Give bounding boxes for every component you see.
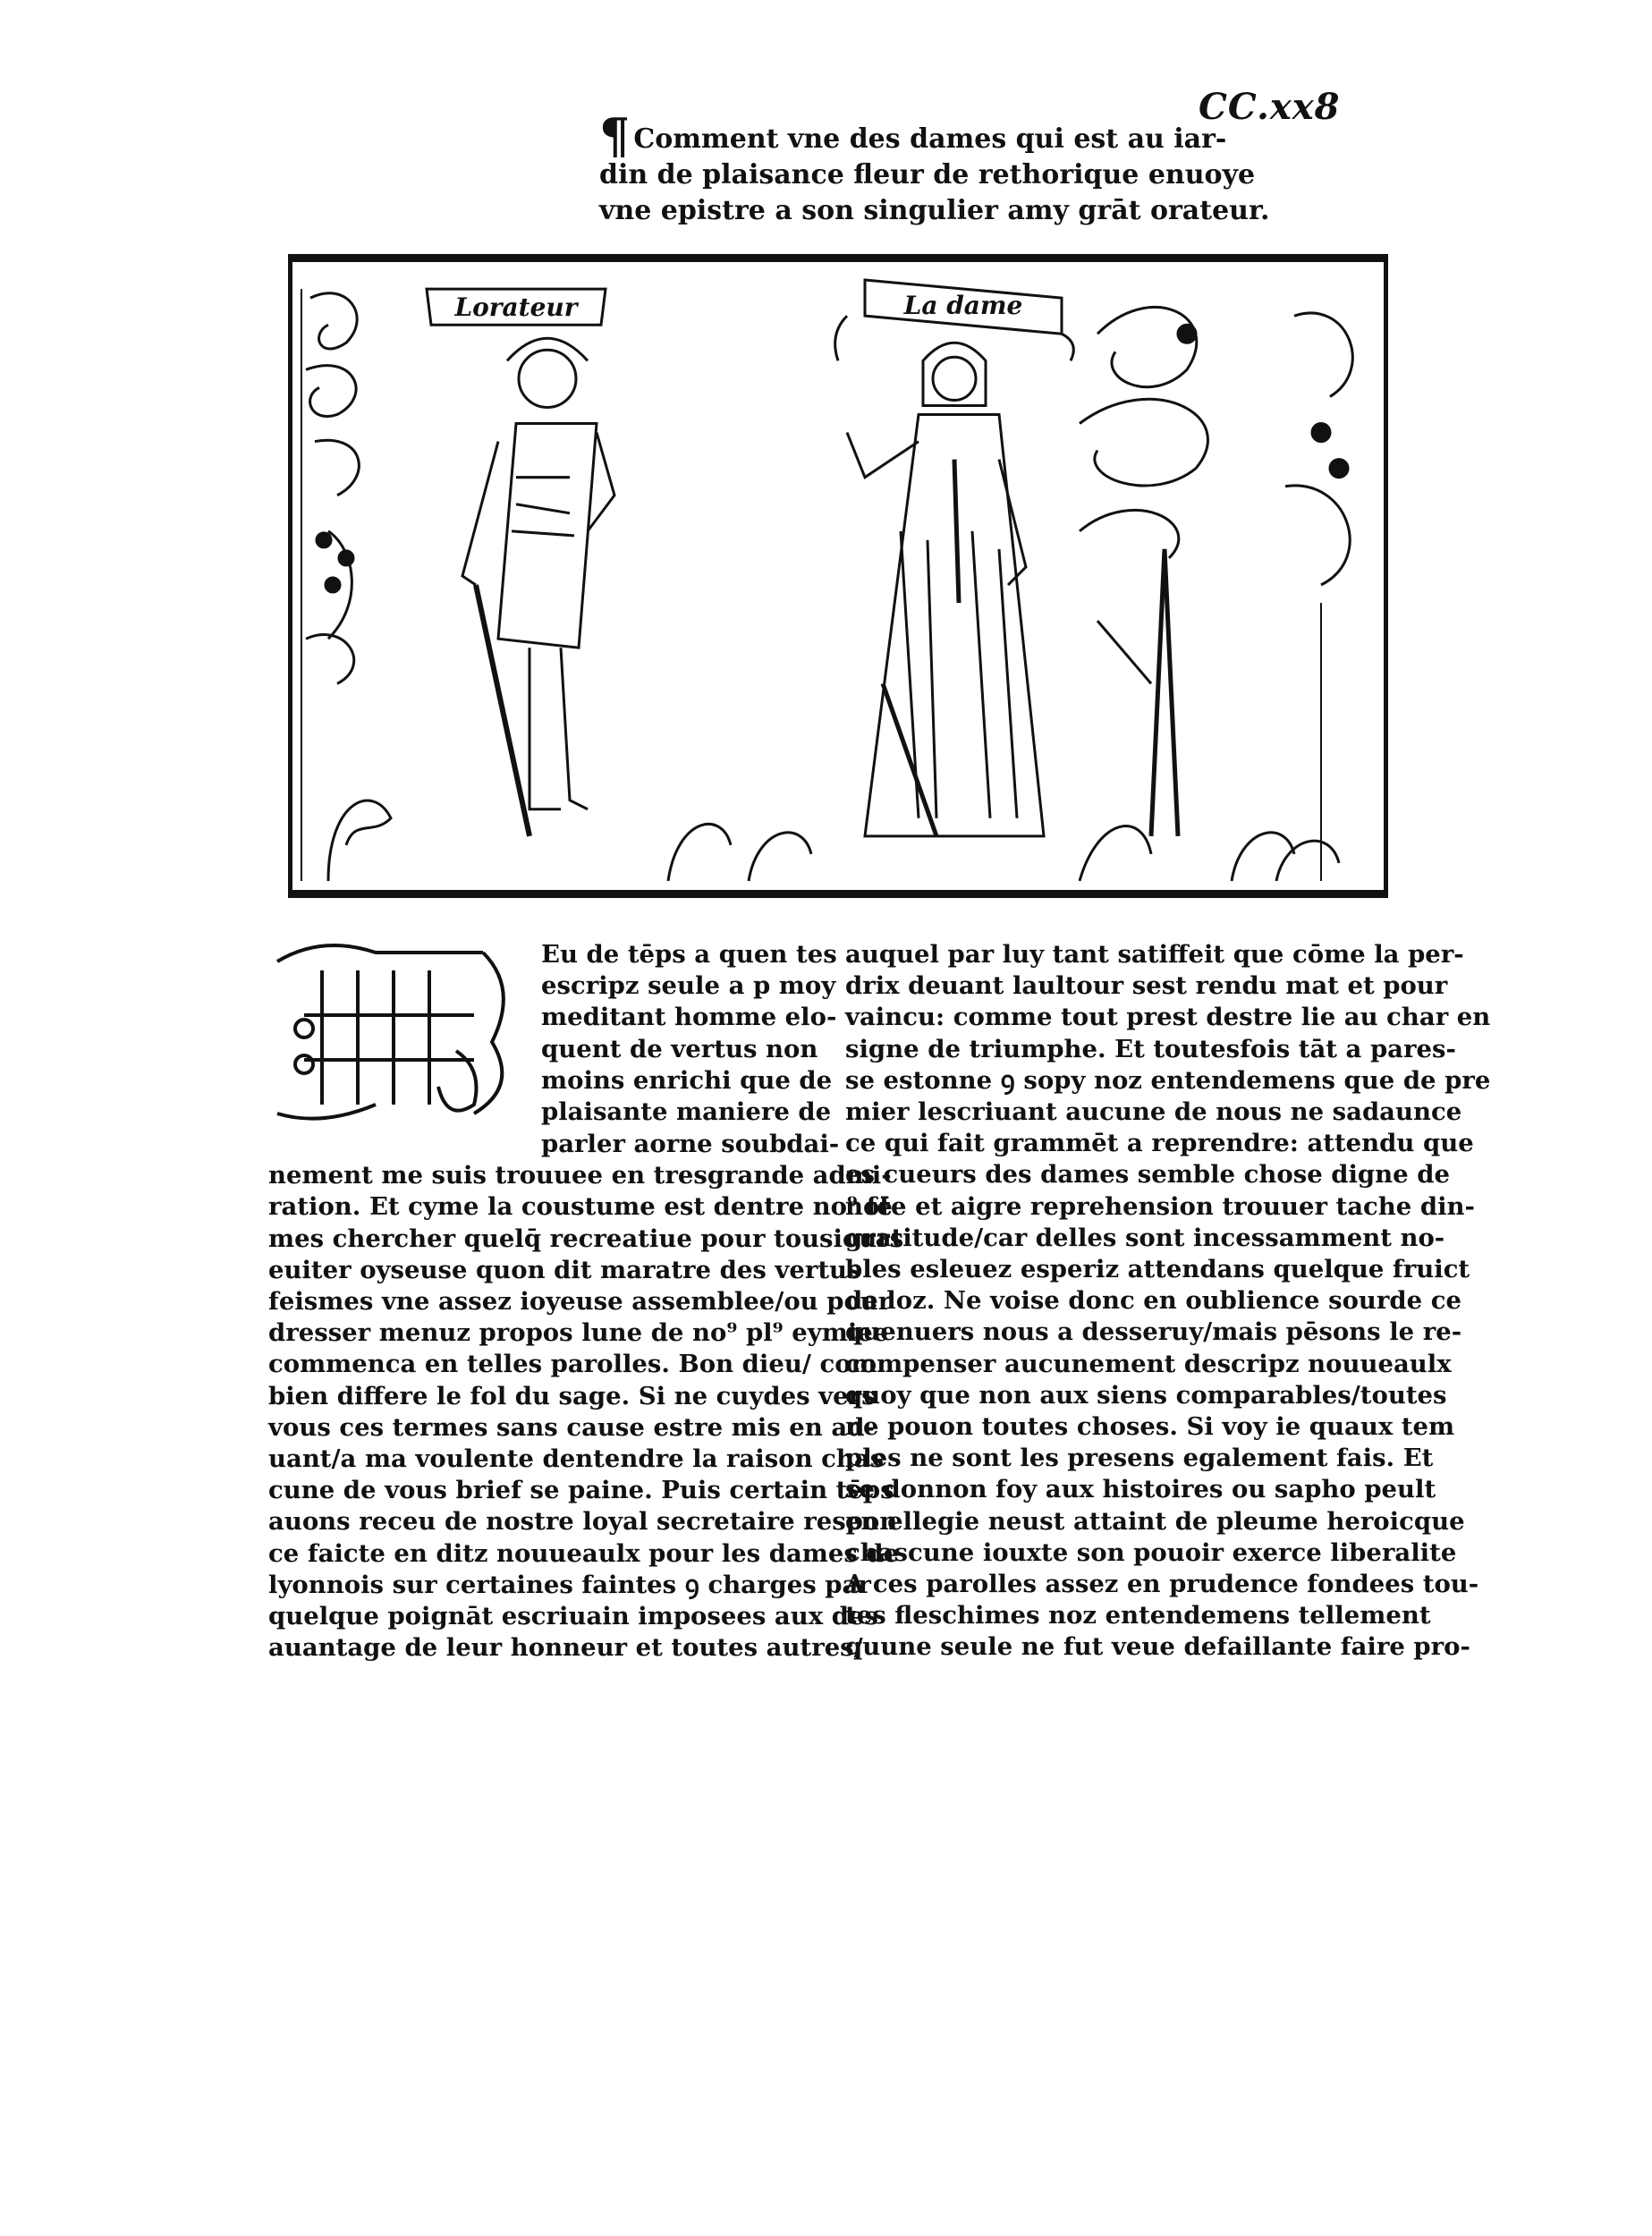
text-line: signe de triumphe. Et toutesfois tāt a pares- xyxy=(845,1034,1456,1063)
text-line: ration. Et cyme la coustume est dentre no⁹ fē xyxy=(268,1192,893,1222)
text-line: mes chercher quelq̄ recreatiue pour tousiours xyxy=(268,1224,904,1253)
text-line: en ellegie neust attaint de pleume heroicque xyxy=(845,1506,1465,1536)
pilcrow-icon: ¶ xyxy=(599,107,631,165)
text-line: meditant homme elo- xyxy=(541,1003,837,1032)
text-line: se estonne ꝯ sopy noz entendemens que de pre xyxy=(845,1065,1491,1095)
banner-right-label: La dame xyxy=(903,291,1023,321)
text-line: ples ne sont les presens egalement fais. Et xyxy=(845,1444,1434,1473)
text-line: ce faicte en ditz nouueaulx pour les dames de xyxy=(268,1538,900,1568)
orator-figure xyxy=(462,338,614,836)
text-line: vaincu: comme tout prest destre lie au char en xyxy=(845,1003,1491,1032)
text-line: commenca en telles parolles. Bon dieu/ com xyxy=(268,1350,877,1379)
text-line: tes fleschimes noz entendemens tellement xyxy=(845,1601,1431,1630)
text-line: nement me suis trouuee en tresgrande admi- xyxy=(268,1161,892,1190)
text-line: drix deuant laultour sest rendu mat et pour xyxy=(845,971,1448,1001)
text-line: moins enrichi que de xyxy=(541,1065,833,1095)
text-line: dresser menuz propos lune de no⁹ pl⁹ eymiee xyxy=(268,1318,889,1348)
text-line: note et aigre reprehension trouuer tache din- xyxy=(845,1191,1475,1221)
right-tree-icon xyxy=(1080,307,1352,881)
heading-line-2: din de plaisance fleur de rethorique enuoye xyxy=(599,159,1256,191)
woodcut-illustration xyxy=(288,254,1388,898)
text-line: vous ces termes sans cause estre mis en ad- xyxy=(268,1412,875,1442)
text-line: quelque poignāt escriuain imposees aux des xyxy=(268,1602,878,1631)
text-column-right xyxy=(845,939,1491,1664)
text-line: gratitude/car delles sont incessamment no- xyxy=(845,1223,1445,1252)
text-line: quune seule ne fut veue defaillante faire pro- xyxy=(845,1632,1470,1662)
text-line: feismes vne assez ioyeuse assemblee/ou pour xyxy=(268,1287,892,1317)
text-line: quent de vertus non xyxy=(541,1034,818,1063)
heading-line-3: vne epistre a son singulier amy grāt orateur. xyxy=(599,195,1270,226)
banner-left-label: Lorateur xyxy=(454,292,578,323)
text-line: chascune iouxte son pouoir exerce liberalite xyxy=(845,1537,1457,1567)
text-column-left-bottom xyxy=(268,1129,904,1664)
text-column-left-top xyxy=(541,939,837,1128)
text-line: bien differe le fol du sage. Si ne cuydes vers xyxy=(268,1381,876,1410)
chapter-heading xyxy=(599,107,1270,229)
text-line: lyonnois sur certaines faintes ꝯ charges par xyxy=(268,1570,871,1599)
text-line: bles esleuez esperiz attendans quelque fruict xyxy=(845,1255,1470,1284)
text-line: Eu de tēps a quen tes xyxy=(541,940,837,969)
text-line: auons receu de nostre loyal secretaire respon xyxy=(268,1507,898,1537)
folio-number: CC.xx8 xyxy=(1199,86,1341,128)
text-line: mier lescriuant aucune de nous ne sadaunce xyxy=(845,1097,1462,1127)
ground-plants-icon xyxy=(328,800,1339,881)
text-line: auantage de leur honneur et toutes autres/ xyxy=(268,1633,863,1663)
text-line: quenuers nous a desseruy/mais pēsons le re- xyxy=(845,1317,1462,1347)
text-line: A ces parolles assez en prudence fondees tou- xyxy=(845,1570,1479,1599)
decorated-initial xyxy=(268,935,528,1127)
text-line: se donnon foy aux histoires ou sapho peult xyxy=(845,1475,1436,1504)
text-line: de loz. Ne voise donc en oublience sourde ce xyxy=(845,1286,1461,1316)
text-line: escripz seule a p moy xyxy=(541,971,836,1001)
text-line: plaisante maniere de xyxy=(541,1097,832,1127)
text-line: quoy que non aux siens comparables/toutes xyxy=(845,1380,1447,1410)
text-line: compenser aucunement descripz nouueaulx xyxy=(845,1349,1452,1378)
woodcut-scene xyxy=(292,262,1384,890)
lady-figure xyxy=(847,343,1044,836)
text-line: cune de vous brief se paine. Puis certain tēps xyxy=(268,1476,894,1505)
text-line: uant/a ma voulente dentendre la raison chas xyxy=(268,1444,885,1474)
left-tree-icon xyxy=(301,289,359,881)
text-line: es cueurs des dames semble chose digne de xyxy=(845,1160,1450,1190)
text-line: parler aorne soubdai- xyxy=(541,1130,840,1158)
heading-line-1: ¶ Comment vne des dames qui est au iar- xyxy=(599,107,1227,165)
text-line: ce qui fait grammēt a reprendre: attendu que xyxy=(845,1129,1474,1158)
text-line: ne pouon toutes choses. Si voy ie quaux tem xyxy=(845,1412,1455,1442)
text-line: euiter oyseuse quon dit maratre des vertus xyxy=(268,1255,861,1284)
text-line: auquel par luy tant satiffeit que cōme la per- xyxy=(845,940,1464,969)
decorated-initial-icon xyxy=(268,935,528,1127)
